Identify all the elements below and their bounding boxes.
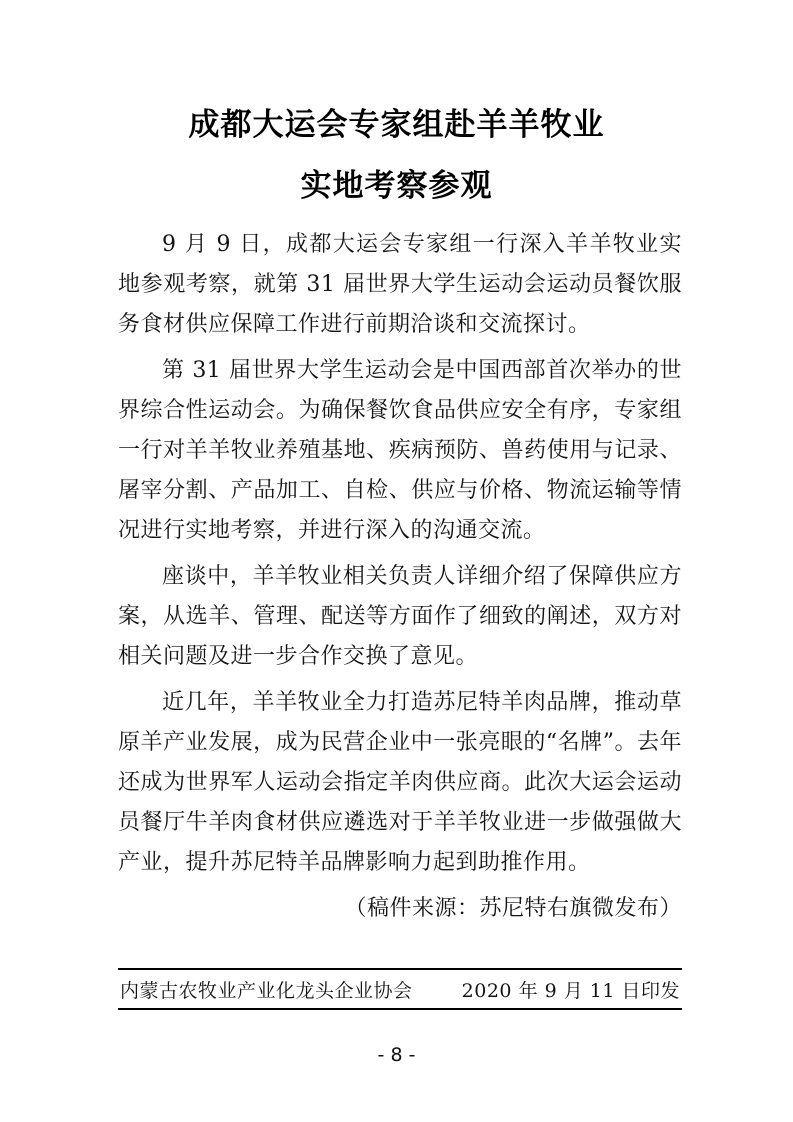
page-number: - 8 - — [377, 1044, 416, 1066]
paragraph-1: 9 月 9 日，成都大运会专家组一行深入羊羊牧业实地参观考察，就第 31 届世界大学生运动会运动员餐饮服务食材供应保障工作进行前期洽谈和交流探讨。 — [118, 232, 682, 337]
footer-print-date: 2020 年 9 月 11 日印发 — [461, 979, 680, 1002]
footer-issuer: 内蒙古农牧业产业化龙头企业协会 — [120, 979, 413, 1002]
document-title — [0, 95, 793, 217]
title-line-1: 成都大运会专家组赴羊羊牧业 — [188, 107, 605, 143]
paragraph-4: 近几年，羊羊牧业全力打造苏尼特羊肉品牌，推动草原羊产业发展，成为民营企业中一张亮眼的“名牌”。去年还成为世界军人运动会指定羊肉供应商。此次大运会运动员餐厅牛羊肉食材供应遴选对于羊羊牧业进一步做强做大产业，提升苏尼特羊品牌影响力起到助推作用。 — [118, 690, 682, 875]
paragraph-2: 第 31 届世界大学生运动会是中国西部首次举办的世界综合性运动会。为确保餐饮食品供应安全有序，专家组一行对羊羊牧业养殖基地、疾病预防、兽药使用与记录、屠宰分割、产品加工、自检、供应与价格、物流运输等情况进行实地考察，并进行深入的沟通交流。 — [118, 358, 682, 543]
source-attribution: （稿件来源：苏尼特右旗微发布） — [344, 896, 682, 921]
document-footer — [118, 968, 682, 1010]
paragraph-3: 座谈中，羊羊牧业相关负责人详细介绍了保障供应方案，从选羊、管理、配送等方面作了细致的阐述，双方对相关问题及进一步合作交换了意见。 — [118, 564, 682, 669]
title-line-2: 实地考察参观 — [300, 168, 493, 204]
document-body — [118, 225, 682, 929]
